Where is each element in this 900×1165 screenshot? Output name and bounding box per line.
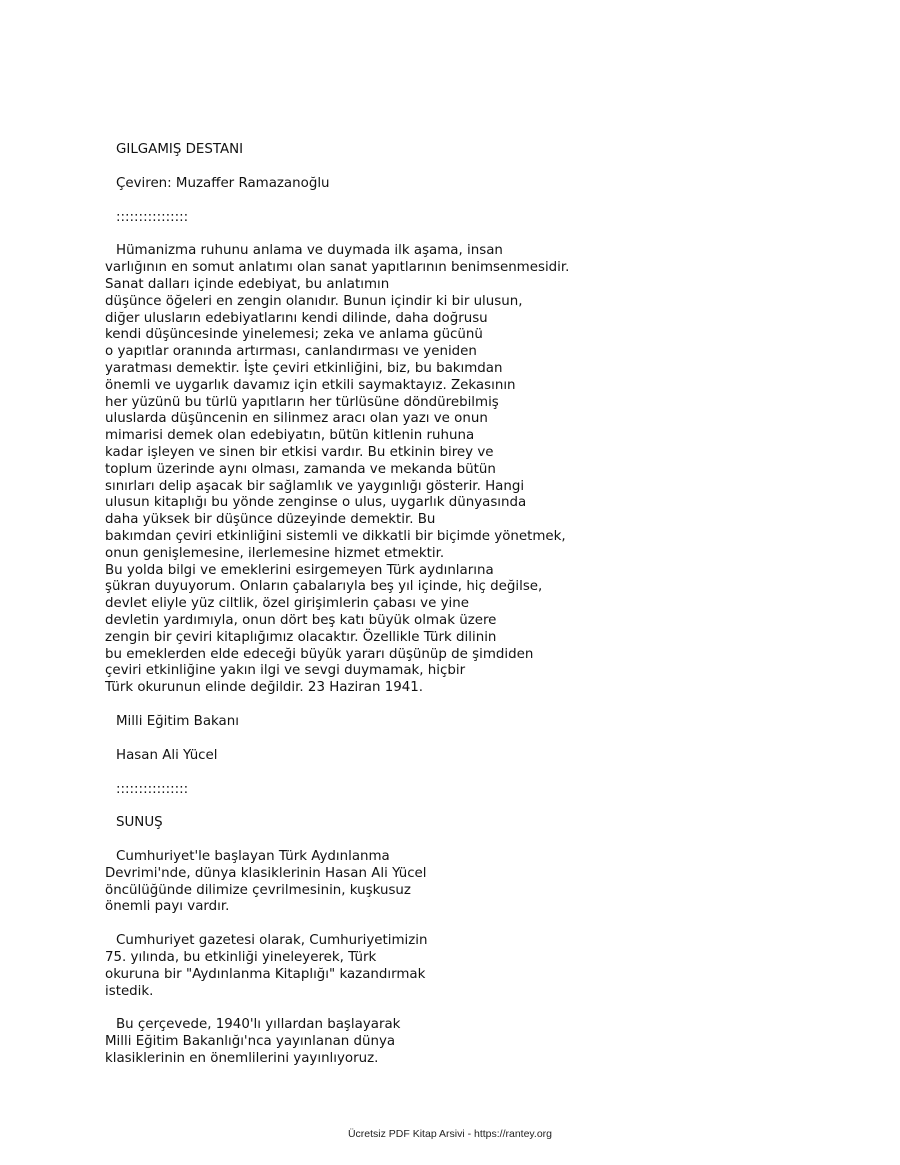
preface-line: her yüzünü bu türlü yapıtların her türlüsüne döndürebilmiş: [105, 394, 499, 410]
preface-paragraph: [105, 243, 805, 697]
preface-line: yaratması demektir. İşte çeviri etkinliğini, biz, bu bakımdan: [105, 360, 503, 376]
preface-line: devletin yardımıyla, onun dört beş katı büyük olmak üzere: [105, 612, 497, 628]
separator: ::::::::::::::::: [116, 781, 189, 797]
sunus-paragraph: [105, 933, 805, 1000]
preface-line: toplum üzerinde aynı olması, zamanda ve mekanda bütün: [105, 461, 496, 477]
preface-line: önemli ve uygarlık davamız için etkili saymaktayız. Zekasının: [105, 377, 516, 393]
preface-line: bu emeklerden elde edeceği büyük yararı düşünüp de şimdiden: [105, 646, 534, 662]
sunus-line: Cumhuriyet'le başlayan Türk Aydınlanma: [116, 849, 390, 865]
preface-line: düşünce öğeleri en zengin olanıdır. Bunun içindir ki bir ulusun,: [105, 293, 523, 309]
sunus-line: önemli payı vardır.: [105, 899, 230, 915]
minister-title: Milli Eğitim Bakanı: [116, 713, 239, 729]
preface-line: onun genişlemesine, ilerlemesine hizmet etmektir.: [105, 545, 445, 561]
preface-line: uluslarda düşüncenin en silinmez aracı olan yazı ve onun: [105, 411, 488, 427]
preface-line: diğer ulusların edebiyatlarını kendi dilinde, daha doğrusu: [105, 310, 488, 326]
preface-line: Hümanizma ruhunu anlama ve duymada ilk aşama, insan: [116, 243, 503, 259]
preface-line: bakımdan çeviri etkinliğini sistemli ve dikkatli bir biçimde yönetmek,: [105, 528, 566, 544]
sunus-line: klasiklerinin en önemlilerini yayınlıyoruz.: [105, 1051, 379, 1067]
minister-name: Hasan Ali Yücel: [116, 747, 218, 763]
preface-line: Bu yolda bilgi ve emeklerini esirgemeyen Türk aydınlarına: [105, 562, 494, 578]
preface-line: kendi düşüncesinde yinelemesi; zeka ve anlama gücünü: [105, 327, 483, 343]
preface-line: Sanat dalları içinde edebiyat, bu anlatımın: [105, 276, 390, 292]
sunus-line: öncülüğünde dilimize çevrilmesinin, kuşkusuz: [105, 882, 411, 898]
sunus-line: Bu çerçevede, 1940'lı yıllardan başlayarak: [116, 1017, 401, 1033]
preface-line: daha yüksek bir düşünce düzeyinde demektir. Bu: [105, 512, 436, 528]
sunus-line: Cumhuriyet gazetesi olarak, Cumhuriyetimizin: [116, 933, 428, 949]
preface-line: kadar işleyen ve sinen bir etkisi vardır. Bu etkinin birey ve: [105, 444, 494, 460]
sunus-line: Milli Eğitim Bakanlığı'nca yayınlanan dünya: [105, 1034, 396, 1050]
preface-line: çeviri etkinliğine yakın ilgi ve sevgi duymamak, hiçbir: [105, 663, 466, 679]
sunus-line: 75. yılında, bu etkinliği yineleyerek, Türk: [105, 950, 377, 966]
sunus-heading: SUNUŞ: [116, 815, 163, 831]
sunus-line: Devrimi'nde, dünya klasiklerinin Hasan Ali Yücel: [105, 865, 427, 881]
sunus-line: istedik.: [105, 983, 154, 999]
preface-line: varlığının en somut anlatımı olan sanat yapıtlarının benimsenmesidir.: [105, 260, 570, 276]
preface-line: şükran duyuyorum. Onların çabalarıyla beş yıl içinde, hiç değilse,: [105, 579, 543, 595]
translator-credit: Çeviren: Muzaffer Ramazanoğlu: [116, 175, 330, 191]
sunus-paragraph: [105, 849, 805, 916]
book-title: GILGAMIŞ DESTANI: [116, 142, 244, 157]
page-footer: Ücretsiz PDF Kitap Arsivi - https://rantey.org: [347, 1128, 553, 1140]
preface-line: zengin bir çeviri kitaplığımız olacaktır. Özellikle Türk dilinin: [105, 629, 497, 645]
preface-line: Türk okurunun elinde değildir. 23 Haziran 1941.: [105, 680, 424, 696]
sunus-line: okuruna bir "Aydınlanma Kitaplığı" kazandırmak: [105, 966, 426, 982]
preface-line: mimarisi demek olan edebiyatın, bütün kitlenin ruhuna: [105, 428, 475, 444]
separator: ::::::::::::::::: [116, 209, 189, 225]
document-body: [105, 142, 805, 1068]
preface-line: sınırları delip aşacak bir sağlamlık ve yaygınlığı gösterir. Hangi: [105, 478, 525, 494]
preface-line: devlet eliyle yüz ciltlik, özel girişimlerin çabası ve yine: [105, 596, 469, 612]
sunus-paragraph: [105, 1017, 805, 1067]
preface-line: o yapıtlar oranında artırması, canlandırması ve yeniden: [105, 344, 477, 360]
preface-line: ulusun kitaplığı bu yönde zenginse o ulus, uygarlık dünyasında: [105, 495, 527, 511]
